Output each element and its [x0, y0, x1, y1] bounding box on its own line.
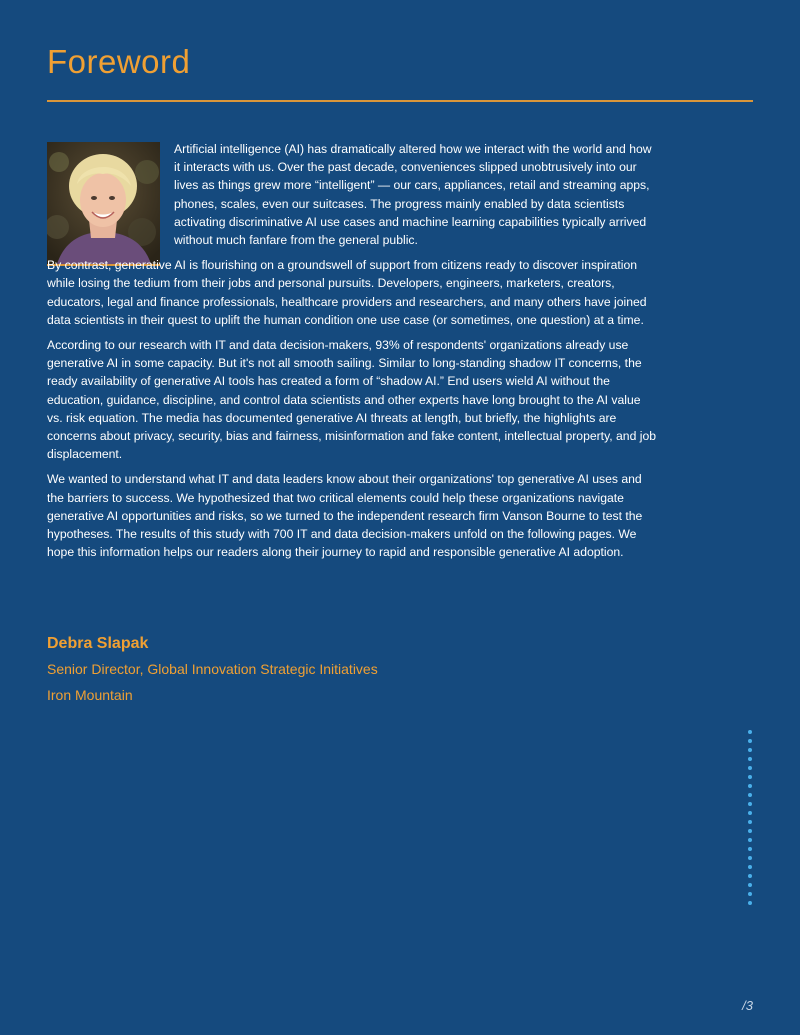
decorative-dot	[748, 748, 752, 752]
author-name: Debra Slapak	[47, 635, 149, 652]
author-company: Iron Mountain	[47, 687, 133, 703]
decorative-dot	[748, 883, 752, 887]
decorative-dot	[748, 766, 752, 770]
body-paragraph: We wanted to understand what IT and data leaders know about their organizations' top generative AI uses and the barriers to success. We hypothesized that two critical elements could help these organizations navigate generative AI opportunities and risks, so we turned to the independent research firm Vanson Bourne to test the hypotheses. The results of this study with 700 IT and data decision-makers unfold on the following pages. We hope this information helps our readers along their journey to rapid and responsible generative AI adoption.	[47, 472, 643, 560]
decorative-dot	[748, 856, 752, 860]
decorative-dot	[748, 874, 752, 878]
decorative-dot	[748, 811, 752, 815]
title-divider	[47, 100, 753, 102]
decorative-dot	[748, 847, 752, 851]
decorative-dot-column	[748, 730, 754, 910]
decorative-dot	[748, 865, 752, 869]
intro-paragraph: Artificial intelligence (AI) has dramatically altered how we interact with the world and how it interacts with us. Over the past decade, conveniences slipped unobtrusively into our lives as things grew more “intelligent” — our cars, appliances, retail and streaming apps, phones, scales, even our suitcases. The progress mainly enabled by data scientists activating discriminative AI use cases and machine learning capabilities typically arrived without much fanfare from the general public.	[174, 142, 652, 248]
decorative-dot	[748, 757, 752, 761]
decorative-dot	[748, 775, 752, 779]
decorative-dot	[748, 784, 752, 788]
signature-block	[47, 632, 378, 708]
decorative-dot	[748, 730, 752, 734]
author-title: Senior Director, Global Innovation Strategic Initiatives	[47, 661, 378, 677]
decorative-dot	[748, 892, 752, 896]
body-paragraph: By contrast, generative AI is flourishing on a groundswell of support from citizens ready to discover inspiration while losing the tedium from their jobs and personal pursuits. Developers, engineers, marketers, creators, educators, legal and finance professionals, healthcare providers and researchers, and many others have joined data scientists in their quest to uplift the human condition one use case (or sometimes, one question) at a time.	[47, 258, 647, 327]
body-paragraph: According to our research with IT and data decision-makers, 93% of respondents' organizations already use generative AI in some capacity. But it's not all smooth sailing. Similar to long-standing shadow IT concerns, the ready availability of generative AI tools has created a form of “shadow AI.” End users wield AI without the education, guidance, discipline, and control data scientists and other experts have long brought to the AI value vs. risk equation. The media has documented generative AI threats at length, but briefly, the highlights are concerns about privacy, security, bias and fairness, misinformation and fake content, intellectual property, and job displacement.	[47, 338, 657, 462]
page-title: Foreword	[47, 43, 191, 80]
decorative-dot	[748, 793, 752, 797]
decorative-dot	[748, 829, 752, 833]
decorative-dot	[748, 739, 752, 743]
foreword-body	[47, 140, 657, 561]
decorative-dot	[748, 901, 752, 905]
decorative-dot	[748, 802, 752, 806]
decorative-dot	[748, 838, 752, 842]
decorative-dot	[748, 820, 752, 824]
page-number: /3	[742, 998, 753, 1013]
